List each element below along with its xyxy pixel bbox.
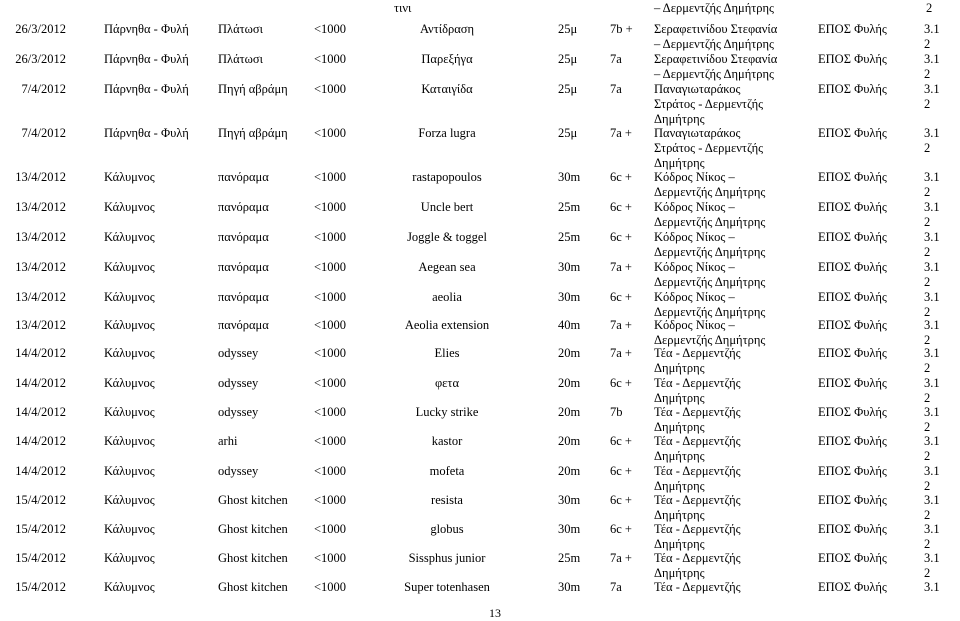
cell-difficulty: 7a + xyxy=(610,346,632,360)
cell-difficulty: 7a xyxy=(610,82,622,96)
cell-route: rastapopoulos xyxy=(412,170,482,184)
cell-climbers xyxy=(654,464,741,494)
cell-version xyxy=(924,200,940,230)
version-line-2: 2 xyxy=(924,479,931,493)
cell-date: 15/4/2012 xyxy=(15,551,66,565)
cell-length: 25m xyxy=(558,200,581,214)
cell-club: ΕΠΟΣ Φυλής xyxy=(818,464,887,478)
version-line-2: 2 xyxy=(924,305,931,319)
cell-length: 30m xyxy=(558,580,581,594)
cell-date: 13/4/2012 xyxy=(15,318,66,332)
cell-area: Κάλυμνος xyxy=(104,464,155,478)
cell-sector: πανόραμα xyxy=(218,318,269,332)
climbers-line-1: Τέα - Δερμεντζής xyxy=(654,464,741,478)
cell-difficulty: 6c + xyxy=(610,493,632,507)
cell-club: ΕΠΟΣ Φυλής xyxy=(818,22,887,36)
cell-difficulty: 6c + xyxy=(610,290,632,304)
cell-version xyxy=(924,551,940,581)
version-line-1: 3.1 xyxy=(924,522,940,536)
version-line-1: 3.1 xyxy=(924,346,940,360)
climbers-line-2: Στράτος - Δερμεντζής xyxy=(654,97,764,111)
cell-altitude: <1000 xyxy=(314,290,347,304)
version-line-2: 2 xyxy=(924,537,931,551)
cell-version xyxy=(924,434,940,464)
cell-difficulty: 6c + xyxy=(610,200,632,214)
cell-route: Elies xyxy=(434,346,460,360)
cell-difficulty: 7a + xyxy=(610,126,632,140)
climbers-line-2: Δημήτρης xyxy=(654,566,705,580)
version-line-2: 2 xyxy=(924,215,931,229)
cell-version xyxy=(924,346,940,376)
cell-date: 13/4/2012 xyxy=(15,230,66,244)
cell-route: φετα xyxy=(434,376,460,390)
version-line-1: 3.1 xyxy=(924,170,940,184)
cell-length: 25μ xyxy=(558,22,578,36)
cell-climbers xyxy=(654,170,765,200)
cell-difficulty: 6c + xyxy=(610,230,632,244)
cell-area: Κάλυμνος xyxy=(104,580,155,594)
climbers-line-1: Σεραφετινίδου Στεφανία xyxy=(654,22,778,36)
climbers-line-2: Δημήτρης xyxy=(654,449,705,463)
cell-area: Πάρνηθα - Φυλή xyxy=(104,52,189,66)
cell-club: ΕΠΟΣ Φυλής xyxy=(818,52,887,66)
cell-altitude: <1000 xyxy=(314,260,347,274)
cell-sector: odyssey xyxy=(218,376,259,390)
cell-difficulty: 6c + xyxy=(610,464,632,478)
cell-date: 14/4/2012 xyxy=(15,405,66,419)
cell-area: Πάρνηθα - Φυλή xyxy=(104,82,189,96)
cell-club: ΕΠΟΣ Φυλής xyxy=(818,170,887,184)
climbers-line-2: Δημήτρης xyxy=(654,420,705,434)
cell-club: ΕΠΟΣ Φυλής xyxy=(818,260,887,274)
cell-version xyxy=(924,230,940,260)
cell-length: 20m xyxy=(558,464,581,478)
cell-area: Πάρνηθα - Φυλή xyxy=(104,126,189,140)
cell-length: 25m xyxy=(558,230,581,244)
cell-route: Joggle & toggel xyxy=(407,230,487,244)
cell-club: ΕΠΟΣ Φυλής xyxy=(818,405,887,419)
cell-route: Sissphus junior xyxy=(408,551,486,565)
cell-length: 30m xyxy=(558,170,581,184)
version-line-2: 2 xyxy=(924,97,931,111)
cell-length: 20m xyxy=(558,405,581,419)
cell-club: ΕΠΟΣ Φυλής xyxy=(818,82,887,96)
cell-altitude: <1000 xyxy=(314,405,347,419)
cell-sector: odyssey xyxy=(218,464,259,478)
climbers-line-1: Τέα - Δερμεντζής xyxy=(654,376,741,390)
cell-altitude: <1000 xyxy=(314,200,347,214)
climbers-line-1: Παναγιωταράκος xyxy=(654,82,741,96)
cell-route: Aeolia extension xyxy=(404,318,490,332)
climbers-line-2: Δερμεντζής Δημήτρης xyxy=(654,185,766,199)
version-line-2: 2 xyxy=(924,566,931,580)
cell-area: Κάλυμνος xyxy=(104,522,155,536)
cell-route: Aegean sea xyxy=(418,260,476,274)
cell-altitude: <1000 xyxy=(314,434,347,448)
cell-version xyxy=(924,290,940,320)
header-left: τινι xyxy=(394,1,412,15)
climbers-line-1: Σεραφετινίδου Στεφανία xyxy=(654,52,778,66)
cell-altitude: <1000 xyxy=(314,318,347,332)
cell-area: Πάρνηθα - Φυλή xyxy=(104,22,189,36)
cell-difficulty: 7a xyxy=(610,52,622,66)
cell-sector: Ghost kitchen xyxy=(218,551,288,565)
cell-length: 25μ xyxy=(558,82,578,96)
cell-club: ΕΠΟΣ Φυλής xyxy=(818,376,887,390)
cell-sector: πανόραμα xyxy=(218,200,269,214)
version-line-2: 2 xyxy=(924,67,931,81)
cell-sector: πανόραμα xyxy=(218,170,269,184)
version-line-2: 2 xyxy=(924,508,931,522)
cell-date: 26/3/2012 xyxy=(15,22,66,36)
cell-date: 26/3/2012 xyxy=(15,52,66,66)
climbers-line-2: Στράτος - Δερμεντζής xyxy=(654,141,764,155)
cell-route: Αντίδραση xyxy=(419,22,475,36)
cell-route: kastor xyxy=(431,434,463,448)
version-line-1: 3.1 xyxy=(924,290,940,304)
cell-difficulty: 6c + xyxy=(610,170,632,184)
version-line-1: 3.1 xyxy=(924,464,940,478)
cell-route: Forza lugra xyxy=(418,126,476,140)
cell-club: ΕΠΟΣ Φυλής xyxy=(818,580,887,594)
version-line-1: 3.1 xyxy=(924,580,940,594)
cell-climbers xyxy=(654,405,741,435)
cell-difficulty: 7a + xyxy=(610,318,632,332)
cell-sector: Πλάτωσι xyxy=(218,22,263,36)
cell-climbers xyxy=(654,52,777,82)
cell-difficulty: 7b + xyxy=(610,22,633,36)
cell-version xyxy=(924,580,940,595)
cell-club: ΕΠΟΣ Φυλής xyxy=(818,346,887,360)
cell-climbers xyxy=(654,22,777,52)
cell-area: Κάλυμνος xyxy=(104,434,155,448)
cell-sector: Πηγή αβράμη xyxy=(218,82,288,96)
cell-area: Κάλυμνος xyxy=(104,200,155,214)
climbers-line-1: Κόδρος Νίκος – xyxy=(654,260,735,274)
cell-club: ΕΠΟΣ Φυλής xyxy=(818,290,887,304)
cell-route: resista xyxy=(431,493,463,507)
cell-route: aeolia xyxy=(432,290,462,304)
cell-club: ΕΠΟΣ Φυλής xyxy=(818,230,887,244)
cell-area: Κάλυμνος xyxy=(104,290,155,304)
cell-date: 13/4/2012 xyxy=(15,290,66,304)
cell-route: Uncle bert xyxy=(420,200,474,214)
climbers-line-1: Τέα - Δερμεντζής xyxy=(654,580,741,594)
cell-area: Κάλυμνος xyxy=(104,376,155,390)
cell-climbers xyxy=(654,493,741,523)
climbers-line-2: Δημήτρης xyxy=(654,537,705,551)
version-line-1: 3.1 xyxy=(924,52,940,66)
cell-date: 7/4/2012 xyxy=(21,82,66,96)
cell-version xyxy=(924,126,940,156)
version-line-1: 3.1 xyxy=(924,82,940,96)
cell-version xyxy=(924,318,940,348)
climbers-line-1: Κόδρος Νίκος – xyxy=(654,230,735,244)
climbers-line-2: Δερμεντζής Δημήτρης xyxy=(654,245,766,259)
cell-climbers xyxy=(654,260,765,290)
cell-sector: Ghost kitchen xyxy=(218,493,288,507)
climbers-line-3: Δημήτρης xyxy=(654,156,705,170)
cell-sector: odyssey xyxy=(218,405,259,419)
header-climbers: – Δερμεντζής Δημήτρης xyxy=(654,1,775,15)
cell-climbers xyxy=(654,230,765,260)
cell-sector: πανόραμα xyxy=(218,230,269,244)
version-line-1: 3.1 xyxy=(924,126,940,140)
cell-club: ΕΠΟΣ Φυλής xyxy=(818,551,887,565)
cell-sector: odyssey xyxy=(218,346,259,360)
climbers-line-1: Τέα - Δερμεντζής xyxy=(654,346,741,360)
climbers-line-1: Κόδρος Νίκος – xyxy=(654,290,735,304)
climbers-line-2: Δημήτρης xyxy=(654,508,705,522)
cell-route: Lucky strike xyxy=(415,405,479,419)
climbers-line-3: Δημήτρης xyxy=(654,112,705,126)
cell-difficulty: 6c + xyxy=(610,522,632,536)
cell-climbers xyxy=(654,290,765,320)
version-line-2: 2 xyxy=(924,361,931,375)
cell-altitude: <1000 xyxy=(314,126,347,140)
cell-club: ΕΠΟΣ Φυλής xyxy=(818,522,887,536)
version-line-1: 3.1 xyxy=(924,200,940,214)
cell-climbers xyxy=(654,580,741,595)
version-line-1: 3.1 xyxy=(924,376,940,390)
version-line-2: 2 xyxy=(924,449,931,463)
version-line-1: 3.1 xyxy=(924,260,940,274)
cell-date: 15/4/2012 xyxy=(15,580,66,594)
cell-club: ΕΠΟΣ Φυλής xyxy=(818,318,887,332)
cell-length: 30m xyxy=(558,522,581,536)
cell-area: Κάλυμνος xyxy=(104,230,155,244)
cell-altitude: <1000 xyxy=(314,522,347,536)
version-line-2: 2 xyxy=(924,391,931,405)
cell-date: 13/4/2012 xyxy=(15,200,66,214)
cell-date: 7/4/2012 xyxy=(21,126,66,140)
cell-area: Κάλυμνος xyxy=(104,170,155,184)
cell-length: 25μ xyxy=(558,126,578,140)
version-line-2: 2 xyxy=(924,245,931,259)
header-ver: 2 xyxy=(926,1,933,15)
version-line-2: 2 xyxy=(924,185,931,199)
cell-route: Super totenhasen xyxy=(404,580,490,594)
cell-club: ΕΠΟΣ Φυλής xyxy=(818,126,887,140)
cell-sector: Πηγή αβράμη xyxy=(218,126,288,140)
cell-date: 14/4/2012 xyxy=(15,376,66,390)
climbers-line-1: Παναγιωταράκος xyxy=(654,126,741,140)
cell-area: Κάλυμνος xyxy=(104,260,155,274)
cell-route: Καταιγίδα xyxy=(421,82,473,96)
cell-climbers xyxy=(654,126,763,171)
cell-altitude: <1000 xyxy=(314,170,347,184)
cell-date: 14/4/2012 xyxy=(15,434,66,448)
climbers-line-2: Δημήτρης xyxy=(654,391,705,405)
cell-version xyxy=(924,522,940,552)
cell-altitude: <1000 xyxy=(314,22,347,36)
cell-area: Κάλυμνος xyxy=(104,493,155,507)
climbers-line-2: Δημήτρης xyxy=(654,361,705,375)
climbers-line-1: Τέα - Δερμεντζής xyxy=(654,493,741,507)
cell-date: 14/4/2012 xyxy=(15,464,66,478)
cell-sector: πανόραμα xyxy=(218,290,269,304)
cell-sector: Ghost kitchen xyxy=(218,522,288,536)
cell-version xyxy=(924,170,940,200)
version-line-1: 3.1 xyxy=(924,318,940,332)
cell-date: 13/4/2012 xyxy=(15,260,66,274)
cell-length: 20m xyxy=(558,346,581,360)
cell-climbers xyxy=(654,376,741,406)
cell-altitude: <1000 xyxy=(314,493,347,507)
cell-difficulty: 7a + xyxy=(610,551,632,565)
version-line-1: 3.1 xyxy=(924,493,940,507)
cell-version xyxy=(924,405,940,435)
version-line-2: 2 xyxy=(924,275,931,289)
climbers-line-2: Δερμεντζής Δημήτρης xyxy=(654,333,766,347)
cell-length: 30m xyxy=(558,260,581,274)
cell-date: 13/4/2012 xyxy=(15,170,66,184)
cell-length: 20m xyxy=(558,434,581,448)
climbers-line-2: Δερμεντζής Δημήτρης xyxy=(654,215,766,229)
cell-version xyxy=(924,464,940,494)
cell-club: ΕΠΟΣ Φυλής xyxy=(818,434,887,448)
cell-date: 14/4/2012 xyxy=(15,346,66,360)
version-line-1: 3.1 xyxy=(924,230,940,244)
cell-version xyxy=(924,22,940,52)
version-line-2: 2 xyxy=(924,333,931,347)
climbers-line-2: – Δερμεντζής Δημήτρης xyxy=(654,37,775,51)
version-line-1: 3.1 xyxy=(924,405,940,419)
version-line-1: 3.1 xyxy=(924,434,940,448)
cell-version xyxy=(924,52,940,82)
climbers-line-2: – Δερμεντζής Δημήτρης xyxy=(654,67,775,81)
cell-route: globus xyxy=(430,522,464,536)
cell-altitude: <1000 xyxy=(314,82,347,96)
cell-route: mofeta xyxy=(429,464,465,478)
cell-sector: πανόραμα xyxy=(218,260,269,274)
climbers-line-1: Κόδρος Νίκος – xyxy=(654,318,735,332)
climbers-line-2: Δερμεντζής Δημήτρης xyxy=(654,305,766,319)
climbers-line-1: Τέα - Δερμεντζής xyxy=(654,551,741,565)
cell-length: 25μ xyxy=(558,52,578,66)
cell-route: Παρεξήγα xyxy=(421,52,473,66)
cell-altitude: <1000 xyxy=(314,230,347,244)
cell-difficulty: 6c + xyxy=(610,434,632,448)
climbers-line-1: Κόδρος Νίκος – xyxy=(654,170,735,184)
cell-area: Κάλυμνος xyxy=(104,551,155,565)
cell-version xyxy=(924,82,940,112)
climbers-line-2: Δερμεντζής Δημήτρης xyxy=(654,275,766,289)
cell-difficulty: 7a + xyxy=(610,260,632,274)
version-line-2: 2 xyxy=(924,37,931,51)
cell-altitude: <1000 xyxy=(314,464,347,478)
cell-sector: Πλάτωσι xyxy=(218,52,263,66)
cell-version xyxy=(924,493,940,523)
cell-altitude: <1000 xyxy=(314,346,347,360)
cell-climbers xyxy=(654,318,765,348)
cell-area: Κάλυμνος xyxy=(104,318,155,332)
version-line-2: 2 xyxy=(924,420,931,434)
cell-length: 25m xyxy=(558,551,581,565)
cell-area: Κάλυμνος xyxy=(104,405,155,419)
cell-club: ΕΠΟΣ Φυλής xyxy=(818,200,887,214)
page-number: 13 xyxy=(489,606,501,620)
cell-date: 15/4/2012 xyxy=(15,522,66,536)
cell-climbers xyxy=(654,200,765,230)
cell-difficulty: 7a xyxy=(610,580,622,594)
cell-climbers xyxy=(654,434,741,464)
version-line-2: 2 xyxy=(924,141,931,155)
cell-climbers xyxy=(654,82,763,127)
cell-date: 15/4/2012 xyxy=(15,493,66,507)
version-line-1: 3.1 xyxy=(924,551,940,565)
version-line-1: 3.1 xyxy=(924,22,940,36)
cell-version xyxy=(924,376,940,406)
cell-climbers xyxy=(654,346,741,376)
cell-altitude: <1000 xyxy=(314,580,347,594)
cell-altitude: <1000 xyxy=(314,376,347,390)
climbers-line-1: Τέα - Δερμεντζής xyxy=(654,522,741,536)
cell-sector: arhi xyxy=(218,434,238,448)
climbers-line-1: Τέα - Δερμεντζής xyxy=(654,434,741,448)
climbers-line-1: Τέα - Δερμεντζής xyxy=(654,405,741,419)
cell-sector: Ghost kitchen xyxy=(218,580,288,594)
cell-difficulty: 7b xyxy=(610,405,623,419)
cell-length: 20m xyxy=(558,376,581,390)
cell-climbers xyxy=(654,522,741,552)
cell-area: Κάλυμνος xyxy=(104,346,155,360)
cell-version xyxy=(924,260,940,290)
cell-length: 30m xyxy=(558,493,581,507)
cell-length: 40m xyxy=(558,318,581,332)
cell-difficulty: 6c + xyxy=(610,376,632,390)
cell-club: ΕΠΟΣ Φυλής xyxy=(818,493,887,507)
cell-altitude: <1000 xyxy=(314,551,347,565)
climbers-line-1: Κόδρος Νίκος – xyxy=(654,200,735,214)
cell-climbers xyxy=(654,551,741,581)
cell-length: 30m xyxy=(558,290,581,304)
climbers-line-2: Δημήτρης xyxy=(654,479,705,493)
cell-altitude: <1000 xyxy=(314,52,347,66)
